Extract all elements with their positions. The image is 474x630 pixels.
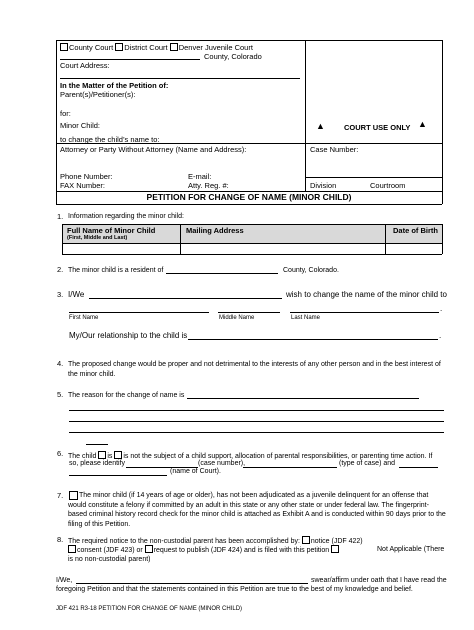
atty-reg-label: Atty. Reg. #: xyxy=(188,181,229,190)
middle-name-caption: Middle Name xyxy=(219,315,255,321)
item2-county-suffix: County, Colorado. xyxy=(283,267,339,274)
type-of-case-field[interactable] xyxy=(399,467,438,468)
item8-line1 xyxy=(68,536,363,545)
oath-names-field[interactable] xyxy=(76,583,308,584)
col-child-name-header: Full Name of Minor Child xyxy=(67,226,156,235)
district-court-checkbox[interactable] xyxy=(115,43,123,51)
item7-text: The minor child (if 14 years of age or older), has not been adjudicated as a juvenile delinquent for an offense that would constitute a felony if committed by an adult in this state or any other state or under federal law. The fingerprint-based criminal history record check for the minor child is attached as Exhibit A and is conducted within 90 days prior to the filing of this Petition. xyxy=(68,492,446,528)
period: . xyxy=(439,331,442,340)
matter-heading: In the Matter of the Petition of: xyxy=(60,81,169,90)
division-label: Division xyxy=(310,181,337,190)
item6-line1 xyxy=(68,451,432,460)
so-identify-label: so, please identify xyxy=(69,460,126,467)
new-middle-name-field[interactable] xyxy=(218,312,280,313)
item2-text: The minor child is a resident of xyxy=(68,267,164,274)
col-date-of-birth-header: Date of Birth xyxy=(393,226,438,235)
petitioner-names-field[interactable] xyxy=(89,298,282,299)
item3-iwe: I/We xyxy=(68,290,85,299)
email-label: E-mail: xyxy=(188,172,212,181)
denver-juvenile-court-checkbox[interactable] xyxy=(170,43,178,51)
request-publish-label: request to publish (JDF 424) and is filed with this petition xyxy=(153,547,330,554)
county-resident-field[interactable] xyxy=(166,273,278,274)
type-of-case-caption: (type of case) and xyxy=(339,460,396,467)
minor-child-label: Minor Child: xyxy=(60,121,101,130)
oath-text-line1: swear/affirm under oath that I have read the xyxy=(311,577,447,584)
reason-field-line-3[interactable] xyxy=(69,421,444,422)
col-child-name-subheader: (First, Middle and Last) xyxy=(67,235,128,241)
district-court-label: District Court xyxy=(124,43,168,52)
item6-number: 6. xyxy=(57,449,64,458)
item3-number: 3. xyxy=(57,290,64,299)
phone-label: Phone Number: xyxy=(60,172,113,181)
item4-number: 4. xyxy=(57,359,64,368)
county-suffix: County, Colorado xyxy=(204,52,262,61)
triangle-up-icon: ▲ xyxy=(316,121,325,131)
period: . xyxy=(440,304,443,313)
item6-underline xyxy=(86,444,108,445)
attorney-label: Attorney or Party Without Attorney (Name and Address): xyxy=(60,145,247,154)
county-name-field[interactable] xyxy=(60,59,200,60)
is-not-text: is not the subject of a child support, allocation of parental responsibilities, or parenting time action. If xyxy=(123,453,433,460)
item1-number: 1. xyxy=(57,212,64,221)
reason-field-line-4[interactable] xyxy=(69,432,444,433)
for-label: for: xyxy=(60,109,71,118)
county-court-checkbox[interactable] xyxy=(60,43,68,51)
change-name-to-label: to change the child’s name to: xyxy=(60,135,160,144)
form-footer: JDF 421 R3-18 PETITION FOR CHANGE OF NAME (MINOR CHILD) xyxy=(56,606,243,612)
triangle-up-icon: ▲ xyxy=(418,119,427,129)
is-label: is xyxy=(107,453,113,460)
item1-text: Information regarding the minor child: xyxy=(68,213,184,220)
item4-text: The proposed change would be proper and not detrimental to the interests of any other person and in the best interest of the minor child. xyxy=(68,361,441,378)
item8-number: 8. xyxy=(57,535,64,544)
notice-accomplished-text: The required notice to the non-custodial parent has been accomplished by: xyxy=(68,538,300,545)
item5-text: The reason for the change of name is xyxy=(68,392,185,399)
item3-wish-text: wish to change the name of the minor child to xyxy=(286,290,447,299)
not-applicable-label: Not Applicable (There is no non-custodial parent) xyxy=(68,546,445,563)
name-of-court-field[interactable] xyxy=(69,475,167,476)
is-checkbox[interactable] xyxy=(98,451,106,459)
oath-iwe: I/We, xyxy=(56,577,73,584)
is-not-checkbox[interactable] xyxy=(114,451,122,459)
consent-label: consent (JDF 423) or xyxy=(77,547,143,554)
new-last-name-field[interactable] xyxy=(290,312,439,313)
col-mailing-address-header: Mailing Address xyxy=(186,226,244,235)
oath-text-line2: foregoing Petition and that the statements contained in this Petition are true to the best of my knowledge and belief. xyxy=(56,586,413,593)
page-title: PETITION FOR CHANGE OF NAME (MINOR CHILD) xyxy=(146,192,352,202)
name-of-court-caption: (name of Court). xyxy=(170,468,221,475)
new-first-name-field[interactable] xyxy=(69,312,209,313)
item2-number: 2. xyxy=(57,265,64,274)
last-name-caption: Last Name xyxy=(291,315,321,321)
item7-number: 7. xyxy=(57,491,64,500)
court-type-options xyxy=(60,43,253,52)
fax-label: FAX Number: xyxy=(60,181,106,190)
the-child-text: The child xyxy=(68,453,97,460)
case-number-label: Case Number: xyxy=(310,145,359,154)
county-court-label: County Court xyxy=(69,43,114,52)
denver-juvenile-court-label: Denver Juvenile Court xyxy=(178,43,253,52)
court-address-field[interactable] xyxy=(60,78,300,79)
item5-number: 5. xyxy=(57,390,64,399)
court-address-label: Court Address: xyxy=(60,61,110,70)
courtroom-label: Courtroom xyxy=(370,181,406,190)
petitioners-label: Parent(s)/Petitioner(s): xyxy=(60,90,136,99)
relationship-field[interactable] xyxy=(188,339,438,340)
reason-field-line-1[interactable] xyxy=(187,398,419,399)
reason-field-line-2[interactable] xyxy=(69,410,444,411)
notice-checkbox[interactable] xyxy=(302,536,310,544)
first-name-caption: First Name xyxy=(69,315,99,321)
case-number-caption: (case number), xyxy=(198,460,246,467)
notice-label: notice (JDF 422) xyxy=(310,538,363,545)
relationship-label: My/Our relationship to the child is xyxy=(69,331,188,340)
case-number-field[interactable] xyxy=(243,467,337,468)
court-use-only: COURT USE ONLY xyxy=(344,123,411,132)
